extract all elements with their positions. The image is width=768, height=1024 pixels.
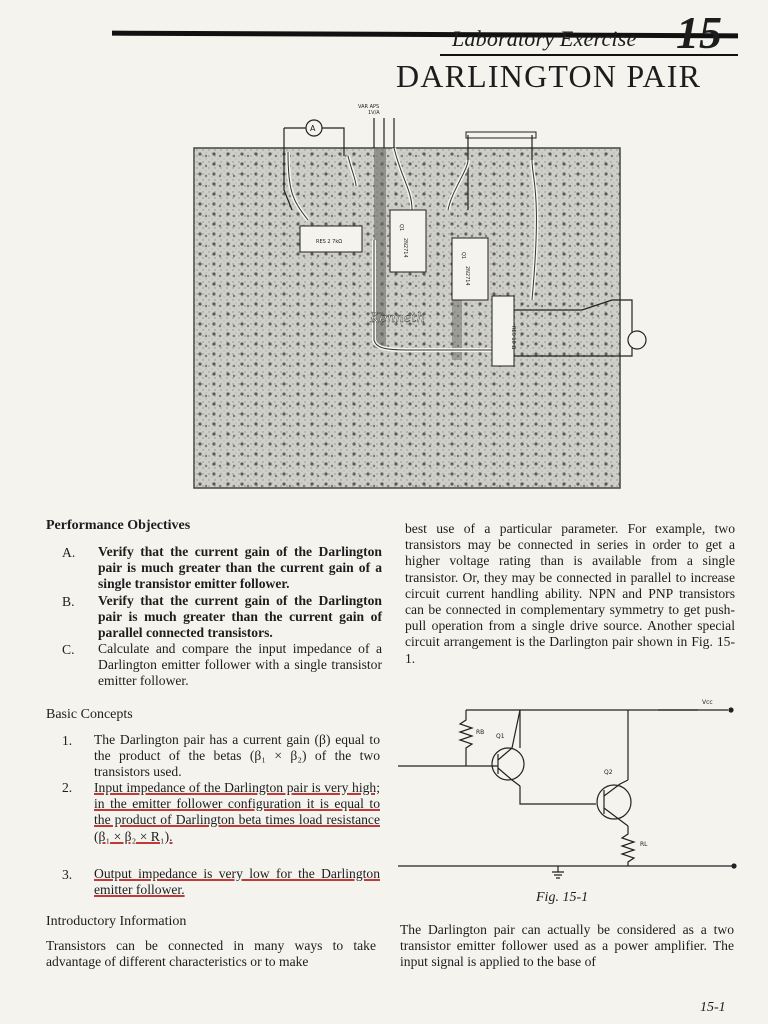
lab-exercise-number: 15 bbox=[676, 7, 722, 58]
objectives-heading: Performance Objectives bbox=[46, 518, 191, 533]
basic-1-text: The Darlington pair has a current gain (β) equal to the product of the betas (β₁ × β₂) of the two transistors used. bbox=[94, 732, 380, 780]
photo-supply-label: VAR APS bbox=[358, 104, 380, 110]
lab-exercise-label: Laboratory Exercise bbox=[452, 26, 637, 51]
page-title: DARLINGTON PAIR bbox=[396, 58, 702, 94]
page-number: 15-1 bbox=[700, 1000, 726, 1015]
objective-b-text: Verify that the current gain of the Darlington pair is much greater than the current gain of parallel connected transistors. bbox=[98, 593, 382, 641]
basic-2-number: 2. bbox=[62, 780, 73, 795]
photo-q1-label: Q1 bbox=[398, 224, 404, 232]
right-column-text-1: best use of a particular parameter. For example, two transistors may be connected in series in order to get a higher voltage rating than is available from a single transistor. Or, they may be connected in parallel to increase circuit current handling ability. NPN and PNP transistors can be connected in complementary symmetry to get push-pull operation from a single drive source. Another special circuit arrangement is the Darlington pair shown in Fig. 15-1. bbox=[405, 521, 735, 666]
photo-res1-label: RES 2 7kΩ bbox=[316, 239, 343, 245]
rl-label: RL bbox=[640, 841, 648, 848]
rb-label: RB bbox=[476, 729, 485, 736]
right-column-text-2: The Darlington pair can actually be considered as a two transistor emitter follower used as a power amplifier. The input signal is applied to the base of bbox=[400, 922, 734, 970]
basic-3-number: 3. bbox=[62, 867, 73, 882]
intro-heading: Introductory Information bbox=[46, 914, 187, 929]
photo-res2-label: RES 10 Ω bbox=[510, 326, 516, 350]
breadboard-photo bbox=[112, 100, 672, 500]
photo-q2-part: 2N2714 bbox=[464, 266, 470, 286]
photo-supply-label2: 1V/A bbox=[368, 110, 380, 116]
photo-q1-part: 2N2714 bbox=[402, 238, 408, 258]
basic-concepts-heading: Basic Concepts bbox=[46, 707, 133, 722]
basic-1-number: 1. bbox=[62, 733, 73, 748]
basic-2-text: Input impedance of the Darlington pair is very high; in the emitter follower configuration it is equal to the product of Darlington beta times load resistance (β₁ × β₂ × R₁). bbox=[94, 780, 380, 844]
objective-a-text: Verify that the current gain of the Darlington pair is much greater than the current gain of a single transistor emitter follower. bbox=[98, 544, 382, 592]
q1-label: Q1 bbox=[496, 733, 505, 740]
objective-c-letter: C. bbox=[62, 642, 75, 657]
basic-3-text: Output impedance is very low for the Darlington emitter follower. bbox=[94, 866, 380, 898]
figure-caption: Fig. 15-1 bbox=[536, 890, 589, 905]
darlington-circuit-diagram bbox=[398, 694, 742, 884]
svg-text:A: A bbox=[310, 124, 316, 133]
objective-c-text: Calculate and compare the input impedance of a Darlington emitter follower with a single transistor emitter follower. bbox=[98, 641, 382, 689]
objective-b-letter: B. bbox=[62, 594, 75, 609]
header-rule bbox=[112, 31, 738, 39]
intro-text: Transistors can be connected in many ways to take advantage of different characteristics or to make bbox=[46, 938, 376, 970]
objective-a-letter: A. bbox=[62, 545, 76, 560]
vcc-label: Vcc bbox=[702, 699, 713, 706]
photo-brand-label: Kenneth bbox=[370, 311, 426, 326]
photo-q2-label: Q1 bbox=[460, 252, 466, 260]
q2-label: Q2 bbox=[604, 769, 613, 776]
